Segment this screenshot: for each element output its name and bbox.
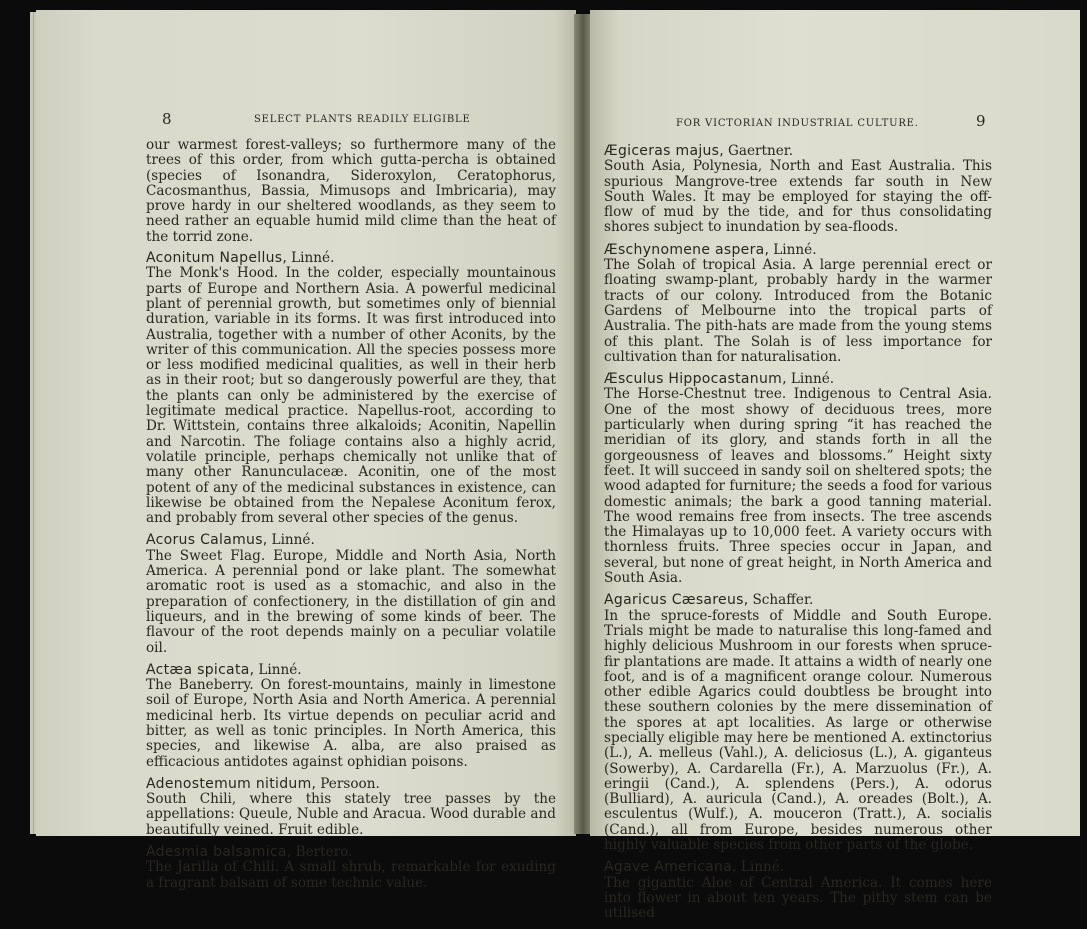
plant-description: The Baneberry. On forest-mountains, mainly in limestone soil of Europe, North Asia and North America. A perennial medicinal herb. Its virtue depends on peculiar acrid and bitter, as well as tonic principles. In North America, this species, and likewise A. alba, are also praised as efficacious antidotes against ophidian poisons. [146,677,556,770]
plant-description: In the spruce-forests of Middle and South Europe. Trials might be made to naturalise this long-famed and highly delicious Mushroom in our forests when spruce-fir plantations are made. It attains a width of nearly one foot, and is of a magnificent orange colour. Numerous other edible Agarics could doubtless be brought into these southern colonies by the mere dissemination of the spores at apt localities. As large or otherwise specially eligible may here be mentioned A. extinctorius (L.), A. melleus (Vahl.), A. deliciosus (L.), A. giganteus (Sowerby), A. Cardarella (Fr.), A. Marzuolus (Fr.), A. eringii (Cand.), A. splendens (Pers.), A. odorus (Bulliard), A. auricula (Cand.), A. oreades (Bolt.), A. esculentus (Wulf.), A. mouceron (Tratt.), A. socialis (Cand.), all from Europe, besides numerous other highly valuable species from other parts of the globe. [604,607,992,854]
plant-entry [146,663,556,770]
plant-author: Schaffer. [752,592,814,609]
running-head: FOR VICTORIAN INDUSTRIAL CULTURE. [676,118,919,129]
plant-author: Linné. [258,661,302,678]
plant-entry [604,860,992,921]
plant-author: Gaertner. [728,143,794,159]
plant-description: South Asia, Polynesia, North and East Australia. This spurious Mangrove-tree extends far south in New South Wales. It may be employed for staying the off-flow of mud by the tide, and for thus consolidating shores subject to inundation by sea-floods. [604,158,992,236]
plant-name: Acorus Calamus, [146,532,268,549]
plant-entry [146,251,556,526]
continuation-paragraph: our warmest forest-valleys; so furthermore many of the trees of this order, from which gutta-percha is obtained (species of Isonandra, Sideroxylon, Ceratophorus, Cacosmanthus, Bassia, Mimusops and Imbricaria), may prove hardy in our sheltered woodlands, as they seem to need rather an equable humid mild clime than the heat of the torrid zone. [146,137,556,245]
plant-author: Linné. [271,532,315,549]
right-page [590,10,1080,922]
plant-author: Linné. [291,250,335,267]
plant-name: Adenostemum nitidum, [146,775,317,792]
plant-entry [146,845,556,891]
plant-author: Persoon. [320,775,380,792]
plant-author: Linné. [740,859,785,876]
plant-description: The Horse-Chestnut tree. Indigenous to Central Asia. One of the most showy of deciduous trees, more particularly when during spring “it has reached the meridian of its glory, and stands forth in all the gorgeousness of leaves and blossoms.” Height sixty feet. It will succeed in sandy soil on sheltered spots; the wood adapted for furniture; the seeds a food for various domestic animals; the bark a good tanning material. The wood remains free from insects. The tree ascends the Himalayas up to 10,000 feet. A variety occurs with thornless fruits. Three species occur in Japan, and several, but none of great height, in North America and South Asia. [604,386,992,587]
plant-entry [604,144,992,236]
plant-description: The gigantic Aloe of Central America. It comes here into flower in about ten years. The pithy stem can be utilised [604,874,992,922]
plant-description: The Monk's Hood. In the colder, especially mountainous parts of Europe and Northern Asia. A powerful medicinal plant of perennial growth, but sometimes only of biennial duration, variable in its forms. It was first introduced into Australia, together with a number of other Aconits, by the writer of this communication. All the species possess more or less modified medicinal qualities, as well in their herb as in their root; but so dangerously powerful are they, that the plants can only be administered by the exercise of legitimate medical practice. Napellus-root, according to Dr. Wittstein, contains three alkaloids; Aconitin, Napellin and Narcotin. The foliage contains also a highly acrid, volatile principle, perhaps chemically not unlike that of many other Ranunculaceæ. Aconitin, one of the most potent of any of the medicinal substances in existence, can likewise be obtained from the Nepalese Aconitum ferox, and probably from several other species of the genus. [146,265,556,527]
page-number: 9 [976,112,986,130]
plant-author: Linné. [790,371,835,388]
plant-description: The Solah of tropical Asia. A large perennial erect or floating swamp-plant, probably hardy in the warmer tracts of our colony. Introduced from the Botanic Gardens of Melbourne into the tropical parts of Australia. The pith-hats are made from the young stems of this plant. The Solah is of less importance for cultivation than for naturalisation. [604,257,992,365]
running-head: SELECT PLANTS READILY ELIGIBLE [254,114,471,125]
plant-name: Agave Americana, [604,859,737,876]
plant-author: Linné. [773,241,817,258]
plant-name: Adesmia balsamica, [146,844,292,861]
plant-entry [146,533,556,655]
plant-entry [604,372,992,586]
text-column [604,144,992,929]
text-column [146,138,556,898]
plant-name: Aconitum Napellus, [146,250,288,267]
plant-author: Bertero. [295,844,353,861]
plant-name: Æsculus Hippocastanum, [604,371,787,388]
plant-name: Ægiceras majus, [604,143,725,159]
left-page [36,10,576,891]
plant-name: Agaricus Cæsareus, [604,592,749,609]
plant-description: South Chili, where this stately tree passes by the appellations: Queule, Nuble and Aracua. Wood durable and beautifully veined. Fruit edible. [146,791,556,838]
page-number: 8 [162,110,172,128]
plant-name: Actæa spicata, [146,661,255,678]
plant-entry [604,243,992,365]
plant-description: The Jarilla of Chili. A small shrub, remarkable for exuding a fragrant balsam of some technic value. [146,859,556,891]
plant-entry [146,777,556,838]
plant-description: The Sweet Flag. Europe, Middle and North Asia, North America. A perennial pond or lake plant. The somewhat aromatic root is used as a stomachic, and also in the preparation of confectionery, in the distillation of gin and liqueurs, and in the brewing of some kinds of beer. The flavour of the root depends mainly on a peculiar volatile oil. [146,547,556,656]
plant-entry [604,593,992,853]
plant-name: Æschynomene aspera, [604,241,770,258]
